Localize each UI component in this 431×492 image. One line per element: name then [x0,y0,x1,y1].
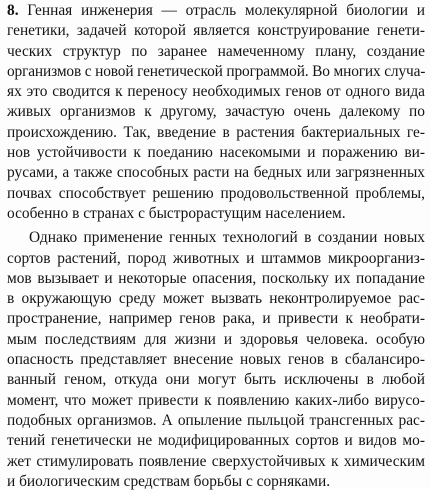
text-line: генетики, задачей которой является конструирование генети- [7,22,425,40]
text-line: опасность представляет внесение новых генов в сбалансиро- [7,351,425,369]
paragraph-1 [7,1,425,224]
text-line: почвах способствует решению продовольственной проблемы, [7,184,425,202]
text-line: 8. Генная инженерия — отрасль молекулярной биологии и [7,2,425,19]
paragraph-2 [7,228,425,492]
text-line: сортов растений, пород животных и штаммов микроорганиз- [7,249,425,267]
text-line: русами, а также способных расти на бедных или загрязненных [7,164,425,182]
text-line: мов вызывает и некоторые опасения, поскольку их попадание [7,269,425,287]
text-line: подобных организмов. А опыление пыльцой трансгенных рас- [7,411,425,429]
text-line: жет стимулировать появление сверхустойчивых к химическим [7,452,425,470]
text-line: ческих структур по заранее намеченному плану, создание [7,42,425,60]
text-line: в окружающую среду может вызвать неконтролируемое рас- [7,290,425,308]
text-line: Однако применение генных технологий в создании новых [29,229,425,247]
text-line: происхождению. Так, введение в растения бактериальных ге- [7,123,425,141]
text-line: ванный геном, откуда они могут быть исключены в любой [7,371,425,389]
text-line: момент, что может привести к появлению каких-либо вирусо- [7,391,425,409]
text-line: ях это сводится к переносу необходимых генов от одного вида [7,83,425,101]
text-line: тений генетически не модифицированных сортов и видов мо- [7,432,425,450]
text-line: живых организмов к другому, зачастую очень далекому по [7,103,425,121]
text-line: организмов с новой генетической программой. Во многих случа- [7,62,426,80]
text-line: нов устойчивости к поеданию насекомыми и поражению ви- [7,144,425,162]
text-line: пространение, например генов рака, и привести к необрати- [7,310,425,328]
text-line: особенно в странах с быстрорастущим населением. [7,204,346,222]
text-line: мым последствиям для жизни и здоровья человека. особую [7,330,425,348]
paragraph-number: 8. [7,2,19,19]
text-line: и биологическим средствам борьбы с сорняками. [7,472,331,490]
